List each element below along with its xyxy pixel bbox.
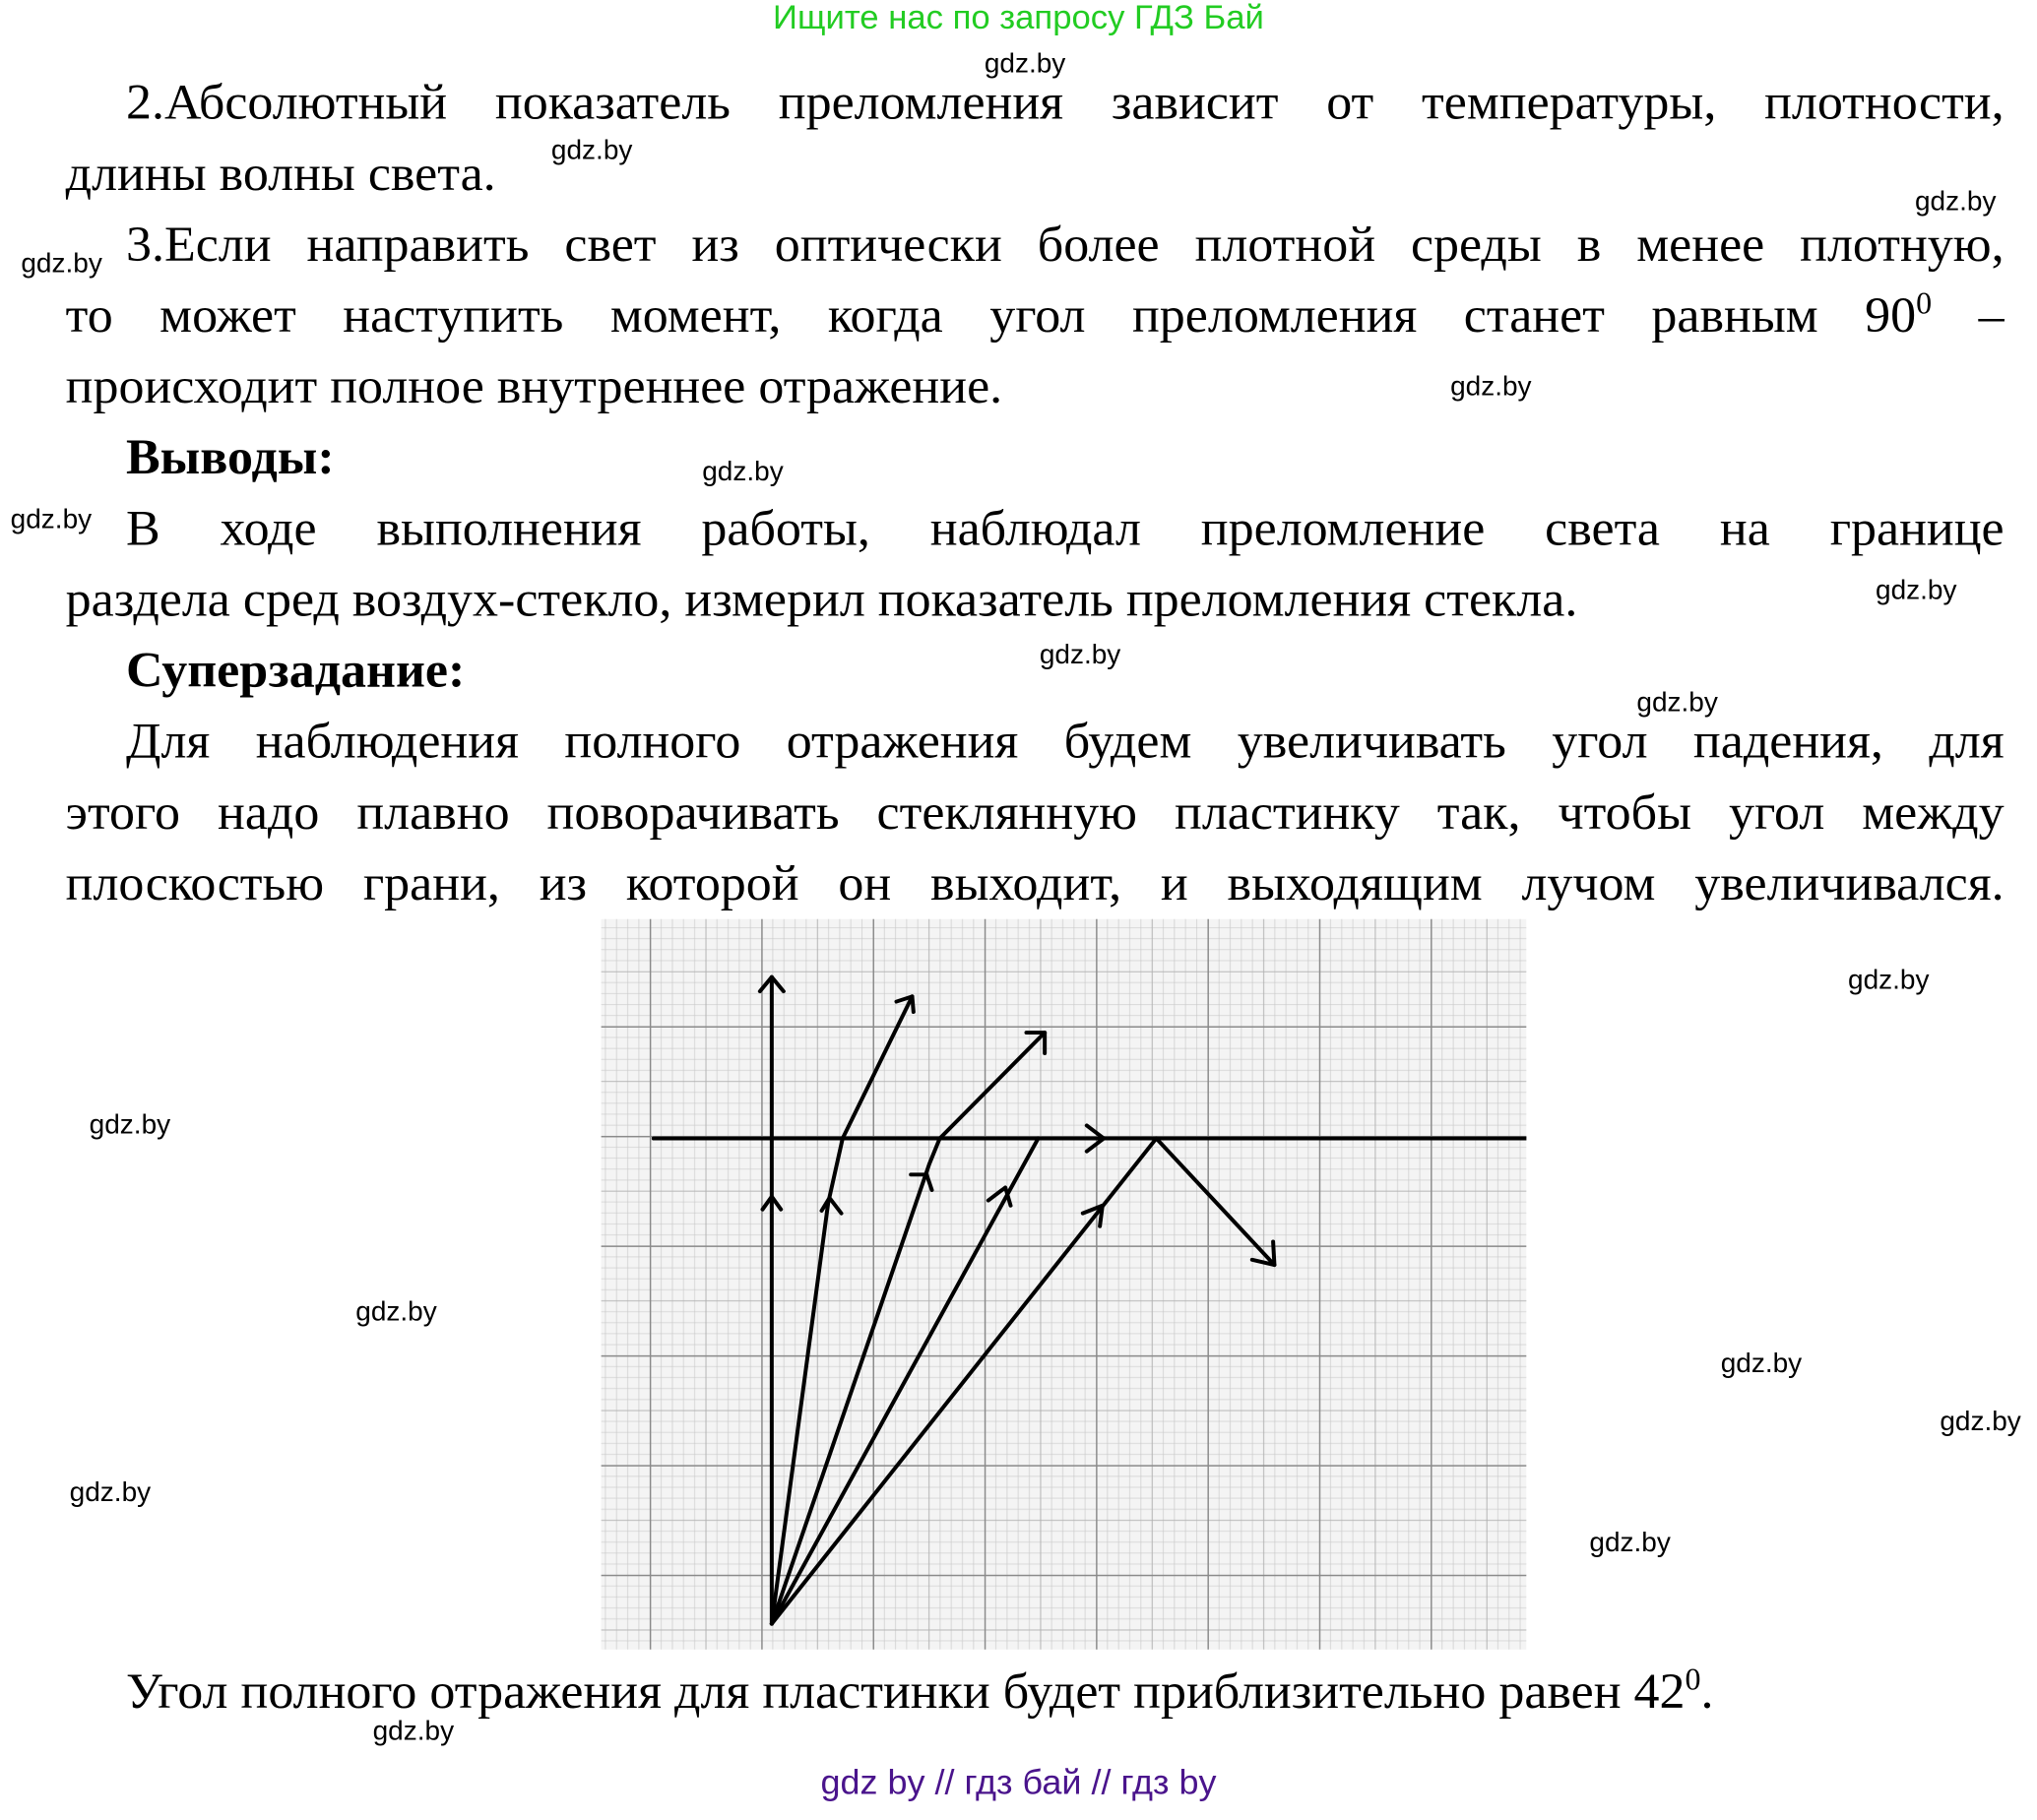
- watermark: gdz.by: [984, 48, 1066, 79]
- result-text: Угол полного отражения для пластинки будет приблизительно равен 42: [125, 1663, 1686, 1720]
- watermark: gdz.by: [1720, 1349, 1803, 1379]
- graph-paper: [602, 919, 1527, 1650]
- watermark: gdz.by: [89, 1109, 171, 1140]
- watermark: gdz.by: [1940, 1407, 2021, 1437]
- watermark: gdz.by: [702, 457, 784, 487]
- supertask-heading: Суперзадание:: [125, 643, 466, 699]
- watermark: gdz.by: [1875, 575, 1957, 605]
- result-tail: .: [1700, 1663, 1714, 1720]
- watermark: gdz.by: [550, 135, 633, 165]
- degree-superscript: 0: [1916, 287, 1933, 322]
- item3-line1: 3.Если направить свет из оптически более плотной среды в менее плотную,: [125, 217, 2005, 273]
- item3-line2: [66, 281, 2005, 351]
- top-banner[interactable]: Ищите нас по запросу ГДЗ Бай: [773, 0, 1264, 36]
- watermark: gdz.by: [1589, 1528, 1671, 1558]
- conclusions-heading: Выводы:: [125, 429, 335, 486]
- conclusions-line1: В ходе выполнения работы, наблюдал преломление света на границе: [125, 500, 2005, 557]
- ray-diagram: [602, 919, 1527, 1650]
- item3-line2-text: то может наступить момент, когда угол преломления станет равным 90: [65, 287, 1917, 344]
- item2-line1: 2.Абсолютный показатель преломления зависит от температуры, плотности,: [125, 75, 2005, 131]
- degree-superscript: 0: [1685, 1663, 1701, 1698]
- bottom-banner[interactable]: gdz by // гдз бай // гдз by: [820, 1763, 1217, 1802]
- watermark: gdz.by: [1039, 640, 1121, 670]
- conclusions-line2: раздела сред воздух-стекло, измерил показатель преломления стекла.: [65, 571, 1578, 628]
- watermark: gdz.by: [69, 1477, 152, 1508]
- item2-line2: длины волны света.: [65, 146, 496, 202]
- result-line: [126, 1656, 1714, 1726]
- watermark: gdz.by: [355, 1296, 437, 1328]
- item3-line3: происходит полное внутреннее отражение.: [65, 358, 1003, 414]
- supertask-line3: плоскостью грани, из которой он выходит, и выходящим лучом увеличивался.: [65, 855, 2005, 911]
- watermark: gdz.by: [21, 249, 102, 280]
- watermark: gdz.by: [372, 1717, 455, 1747]
- item3-line2-tail: –: [1932, 287, 2005, 344]
- supertask-line2: этого надо плавно поворачивать стеклянную пластинку так, чтобы угол между: [65, 784, 2005, 841]
- watermark: gdz.by: [1848, 965, 1930, 996]
- watermark: gdz.by: [1636, 687, 1718, 719]
- watermark: gdz.by: [1450, 371, 1532, 402]
- watermark: gdz.by: [1914, 187, 1997, 218]
- watermark: gdz.by: [10, 504, 93, 534]
- supertask-line1: Для наблюдения полного отражения будем увеличивать угол падения, для: [125, 714, 2005, 770]
